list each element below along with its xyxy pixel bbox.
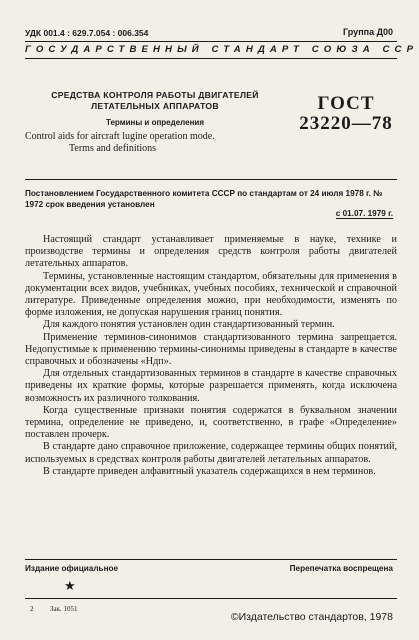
paragraph-1: Настоящий стандарт устанавливает применяемые в науке, технике и производстве термины и определения средств контроля работы двигателей летательных аппаратов. [25, 234, 397, 270]
official-edition-label: Издание официальное [25, 564, 119, 573]
decree-text: Постановлением Государственного комитета СССР по стандартам от 24 июля 1978 г. № 1972 срок введения установлен [25, 189, 383, 209]
title-english-line-2: Terms and definitions [69, 142, 157, 154]
order-number: Зак. 1051 [50, 605, 78, 613]
title-english [25, 131, 285, 154]
section-rule [25, 179, 397, 180]
group-code: Группа Д00 [343, 27, 393, 37]
document-body [25, 234, 397, 478]
paragraph-7: В стандарте дано справочное приложение, содержащее термины общих понятий, используемых в средствах контроля работы двигателей летательных аппаратов. [25, 441, 397, 465]
title-line-1: СРЕДСТВА КОНТРОЛЯ РАБОТЫ ДВИГАТЕЛЕЙ [51, 90, 259, 100]
star-icon: ★ [64, 578, 76, 593]
reprint-prohibited-label: Перепечатка воспрещена [289, 564, 393, 573]
publisher-copyright: ©Издательство стандартов, 1978 [230, 611, 393, 623]
page-number: 2 [30, 605, 34, 613]
title-subtitle: Термины и определения [105, 118, 204, 127]
gost-label: ГОСТ [317, 93, 375, 114]
state-standard-banner: ГОСУДАРСТВЕННЫЙ СТАНДАРТ СОЮЗА ССР [25, 44, 419, 55]
top-rule [25, 41, 397, 42]
title-english-line-1: Control aids for aircraft lugine operation mode. [25, 131, 215, 142]
gost-number: 23220—78 [299, 113, 393, 134]
paragraph-2: Термины, установленные настоящим стандартом, обязательны для применения в документации всех видов, учебниках, учебных пособиях, технической и справочной литературе. Приведенные определения можно, при необходимости, изменять по форме изложения, не допуская нарушения границ понятия. [25, 270, 397, 319]
paragraph-4: Применение терминов-синонимов стандартизованного термина запрещается. Недопустимые к применению термины-синонимы приведены в стандарте в качестве справочных и обозначены «Ндп». [25, 331, 397, 368]
title-line-2: ЛЕТАТЕЛЬНЫХ АППАРАТОВ [91, 101, 219, 111]
paragraph-8: В стандарте приведен алфавитный указатель содержащихся в нем терминов. [43, 465, 376, 477]
banner-rule [25, 58, 397, 59]
paragraph-3: Для каждого понятия установлен один стандартизованный термин. [43, 319, 335, 331]
standard-title-block [25, 90, 285, 154]
paragraph-5: Для отдельных стандартизованных терминов в стандарте в качестве справочных приведены их краткие формы, которые разрешается применять, когда исключена возможность их различного толкования. [25, 368, 397, 404]
gost-designation [297, 94, 395, 134]
footer-rule [25, 559, 397, 560]
udk-code: УДК 001.4 : 629.7.054 : 006.354 [25, 28, 149, 38]
paragraph-6: Когда существенные признаки понятия содержатся в буквальном значении термина, определение не приведено, и, соответственно, в графе «Определение» поставлен прочерк. [25, 404, 397, 441]
effective-date: с 01.07. 1979 г. [335, 209, 393, 218]
footer-bottom-rule [25, 598, 397, 599]
